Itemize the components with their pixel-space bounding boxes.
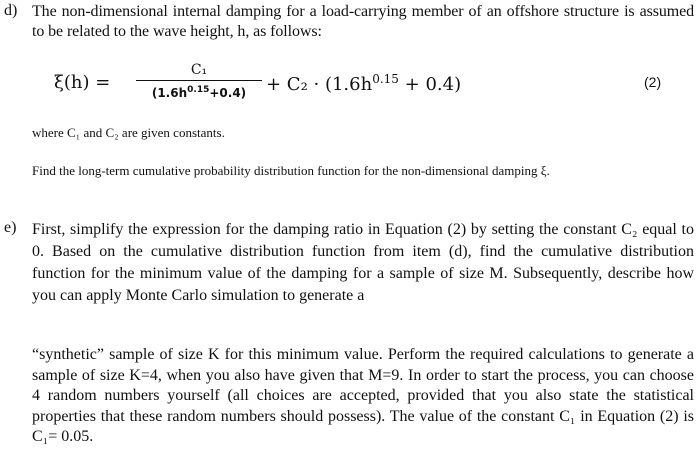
equation-2 bbox=[54, 60, 694, 110]
equation-fraction bbox=[134, 60, 264, 102]
equation-rhs bbox=[266, 72, 461, 95]
denominator-tail: +0.4) bbox=[209, 86, 247, 100]
rhs-exponent: 0.15 bbox=[372, 72, 399, 86]
denominator-exponent: 0.15 bbox=[187, 85, 210, 95]
rhs-prefix: + C₂ · (1.6h bbox=[266, 74, 373, 95]
item-d-label: d) bbox=[4, 2, 18, 19]
fraction-numerator: C₁ bbox=[190, 62, 208, 78]
item-e-text: First, simplify the expression for the damping ratio in Equation (2) by setting the constant C₂ equal to 0. Based on the cumulative distribution function from item (d), find the cumulative distribution function for the minimum value of the damping for a sample of size M. Subsequently, describe how you can apply Monte Carlo simulation to generate a bbox=[32, 221, 694, 304]
item-e-label: e) bbox=[4, 219, 17, 236]
denominator-base: (1.6h bbox=[151, 86, 188, 100]
fraction-denominator bbox=[134, 81, 264, 102]
item-e bbox=[4, 219, 694, 307]
item-d bbox=[4, 2, 694, 41]
rhs-tail: + 0.4) bbox=[398, 74, 462, 95]
synthetic-paragraph: “synthetic” sample of size K for this minimum value. Perform the required calculations to generate a sample of size K=4, when you also have given that M=9. In order to start the process, you can choose 4 random numbers yourself (all choices are accepted, provided that you also state the statistical properties that these random numbers should possess). The value of the constant C₁ in Equation (2) is C₁= 0.05. bbox=[32, 346, 694, 445]
equation-number: (2) bbox=[644, 74, 662, 90]
find-line: Find the long-term cumulative probability distribution function for the non-dimensional damping ξ. bbox=[32, 163, 550, 178]
item-d-text: The non-dimensional internal damping for a load-carrying member of an offshore structure is assumed to be related to the wave height, h, as follows: bbox=[32, 3, 694, 40]
where-line: where C₁ and C₂ are given constants. bbox=[32, 125, 225, 140]
equation-lhs: ξ(h) = bbox=[54, 72, 111, 93]
